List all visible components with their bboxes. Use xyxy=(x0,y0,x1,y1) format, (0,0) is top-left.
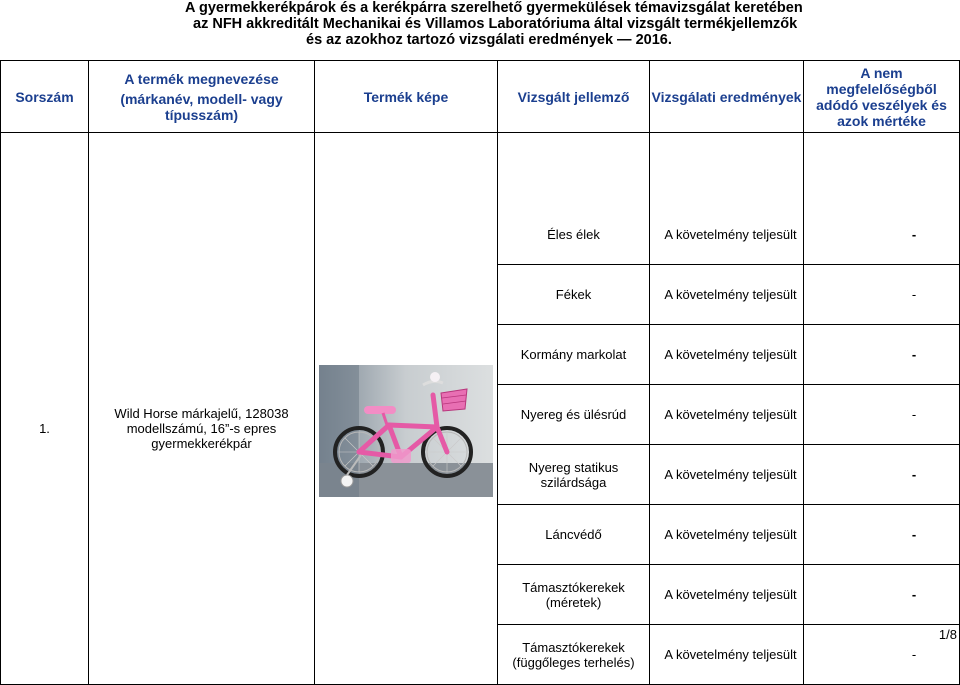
hazard-cell: - xyxy=(804,133,960,265)
hazard-cell: - xyxy=(804,265,960,325)
feature-cell: Támasztókerekek (méretek) xyxy=(498,565,650,625)
result-cell: A követelmény teljesült xyxy=(650,505,804,565)
hazard-cell: - xyxy=(804,325,960,385)
bicycle-photo xyxy=(319,365,493,497)
title-line-1: A gyermekkerékpárok és a kerékpárra szerelhető gyermekülések témavizsgálat keretében xyxy=(185,0,803,16)
result-cell: A követelmény teljesült xyxy=(650,445,804,505)
result-cell: A követelmény teljesült xyxy=(650,625,804,685)
results-table xyxy=(0,60,960,685)
header-feature: Vizsgált jellemző xyxy=(498,61,650,133)
feature-cell: Támasztókerekek (függőleges terhelés) xyxy=(498,625,650,685)
header-hazards: A nem megfelelőségből adódó veszélyek és azok mértéke xyxy=(804,61,960,133)
result-cell: A követelmény teljesült xyxy=(650,133,804,265)
header-product-name-sub: (márkanév, modell- vagy típusszám) xyxy=(120,90,283,123)
feature-cell: Fékek xyxy=(498,265,650,325)
result-cell: A követelmény teljesült xyxy=(650,565,804,625)
hazard-cell: - xyxy=(804,505,960,565)
table-row xyxy=(1,133,960,265)
result-cell: A követelmény teljesült xyxy=(650,385,804,445)
header-product-name xyxy=(89,61,315,133)
result-cell: A követelmény teljesült xyxy=(650,265,804,325)
feature-cell: Nyereg statikus szilárdsága xyxy=(498,445,650,505)
hazard-cell: - xyxy=(804,565,960,625)
feature-cell: Láncvédő xyxy=(498,505,650,565)
header-sorszam: Sorszám xyxy=(1,61,89,133)
product-number: 1. xyxy=(1,133,89,685)
header-results: Vizsgálati eredmények xyxy=(650,61,804,133)
hazard-cell: - xyxy=(804,445,960,505)
title-line-3: és az azokhoz tartozó vizsgálati eredmények — 2016. xyxy=(306,32,672,48)
feature-cell: Kormány markolat xyxy=(498,325,650,385)
header-row xyxy=(1,61,960,133)
product-name: Wild Horse márkajelű, 128038 modellszámú, 16”-s epres gyermekkerékpár xyxy=(89,133,315,685)
header-product-image: Termék képe xyxy=(315,61,498,133)
result-cell: A követelmény teljesült xyxy=(650,325,804,385)
product-image xyxy=(315,133,498,685)
title-line-2: az NFH akkreditált Mechanikai és Villamos Laboratóriuma által vizsgált termékjellemzők xyxy=(193,16,798,32)
hazard-cell: - xyxy=(804,385,960,445)
header-product-name-main: A termék megnevezése xyxy=(124,70,279,87)
hazard-cell: - xyxy=(804,625,960,685)
page-number: 1/8 xyxy=(938,627,957,642)
feature-cell: Nyereg és ülésrúd xyxy=(498,385,650,445)
feature-cell: Éles élek xyxy=(498,133,650,265)
